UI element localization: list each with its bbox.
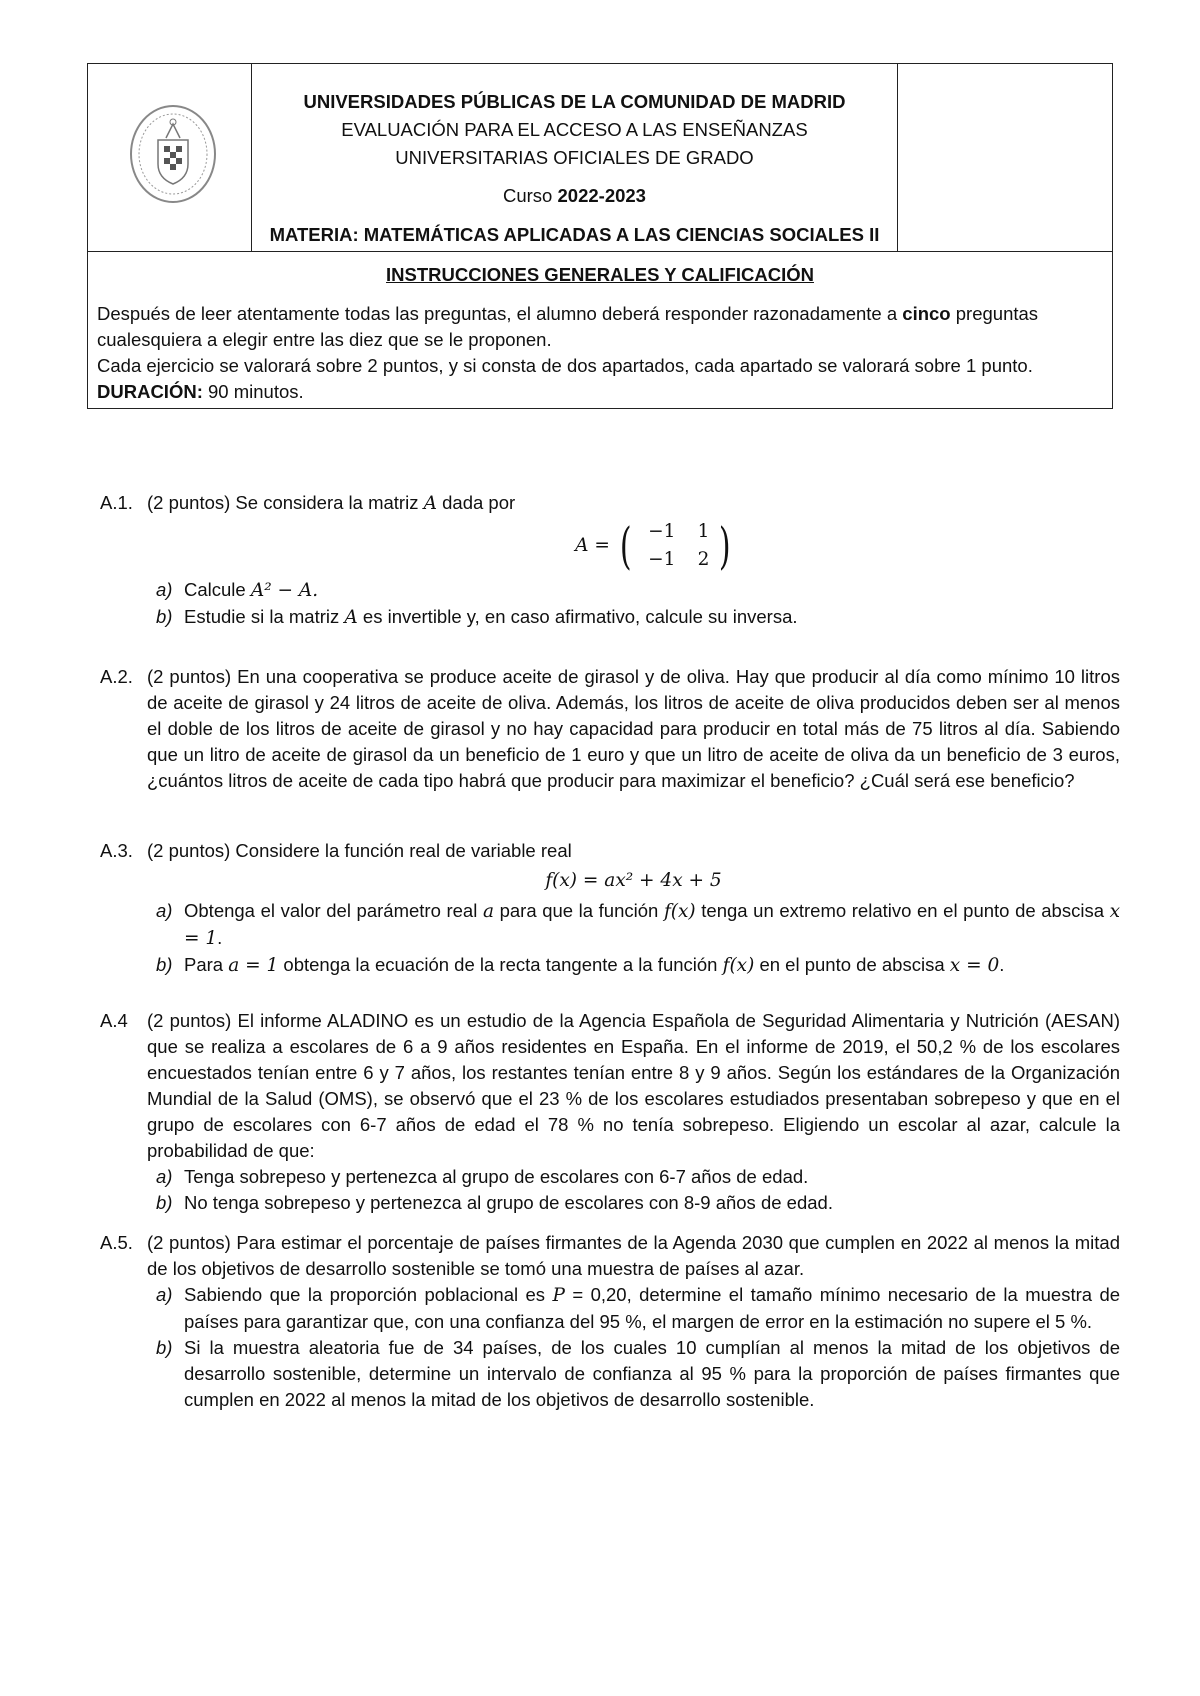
subquestion-text: para que la función — [499, 900, 659, 921]
subquestion-label: a) — [156, 1166, 173, 1187]
matrix-cell: −1 — [648, 549, 676, 570]
subquestion-text: tenga un extremo relativo en el punto de abscisa — [701, 900, 1104, 921]
course-line — [252, 185, 897, 207]
math-expr: x = 1 — [184, 901, 1121, 949]
subquestion-label: b) — [156, 606, 173, 627]
question-number: A.3. — [100, 840, 133, 861]
university-seal-icon — [128, 102, 218, 207]
instructions-title: INSTRUCCIONES GENERALES Y CALIFICACIÓN — [386, 264, 814, 285]
subquestion-text: = 0,20, determine el tamaño mínimo necesario de la muestra de países para garantizar que, con una confianza del 95 %, el margen de error en la estimación no supere el 5 %. — [184, 1284, 1121, 1332]
blank-cell — [897, 64, 1112, 251]
header-table — [87, 63, 1113, 409]
subquestion-text: Obtenga el valor del parámetro real — [184, 900, 478, 921]
math-var: A — [344, 607, 358, 628]
subquestion-text: obtenga la ecuación de la recta tangente a la función — [283, 954, 718, 975]
question-text: (2 puntos) Considere la función real de variable real — [147, 840, 572, 861]
subquestion-a — [147, 898, 1120, 952]
course-label: Curso — [503, 185, 553, 206]
instructions-text: Después de leer atentamente todas las preguntas, el alumno deberá responder razonadamente a — [97, 303, 898, 324]
math-expr: a = 1 — [228, 955, 279, 976]
question-a2 — [100, 664, 1120, 794]
math-expr: A² − A. — [250, 580, 319, 601]
subquestion-text: Calcule — [184, 579, 246, 600]
subquestion-text: No tenga sobrepeso y pertenezca al grupo de escolares con 8-9 años de edad. — [184, 1192, 833, 1213]
question-number: A.5. — [100, 1232, 133, 1253]
subquestion-text: Si la muestra aleatoria fue de 34 países, de los cuales 10 cumplían al menos la mitad de los objetivos de desarrollo sostenible, determine un intervalo de confianza al 95 % para la proporción de países firmantes que cumplen en 2022 al menos la mitad de los objetivos de desarrollo sostenible. — [184, 1337, 1120, 1410]
logo-cell — [88, 64, 252, 251]
subject-line: MATERIA: MATEMÁTICAS APLICADAS A LAS CIENCIAS SOCIALES II — [269, 224, 880, 245]
subquestion-b — [147, 952, 1120, 979]
question-number: A.2. — [100, 666, 133, 687]
header-line-1: UNIVERSIDADES PÚBLICAS DE LA COMUNIDAD DE MADRID — [303, 91, 846, 112]
subquestion-text: . — [217, 927, 223, 948]
function-formula: f(x) = ax² + 4x + 5 — [545, 870, 722, 891]
math-expr: f(x) — [722, 955, 755, 976]
subquestion-a — [147, 1282, 1120, 1335]
question-number: A.4 — [100, 1010, 128, 1031]
subquestion-label: a) — [156, 579, 173, 600]
instructions-paragraph-2: Cada ejercicio se valorará sobre 2 puntos, y si consta de dos apartados, cada apartado se valorará sobre 1 punto. — [97, 355, 1033, 376]
header-line-3: UNIVERSITARIAS OFICIALES DE GRADO — [395, 147, 754, 168]
question-text: (2 puntos) Para estimar el porcentaje de países firmantes de la Agenda 2030 que cumplen en 2022 al menos la mitad de los objetivos de desarrollo sostenible se tomó una muestra de países al azar. — [147, 1232, 1120, 1279]
subquestion-b — [147, 604, 1120, 631]
subquestion-label: b) — [156, 954, 173, 975]
subquestion-text: Para — [184, 954, 224, 975]
subquestion-b — [147, 1190, 1120, 1216]
matrix-cell: 2 — [697, 549, 710, 570]
question-a5 — [100, 1230, 1120, 1413]
math-var: a — [482, 901, 494, 922]
question-a1 — [100, 490, 1120, 631]
subquestion-a — [147, 1164, 1120, 1190]
question-text: (2 puntos) En una cooperativa se produce aceite de girasol y de oliva. Hay que producir al día como mínimo 10 litros de aceite de girasol y 24 litros de aceite de oliva. Además, los litros de aceite de oliva producidos deben ser al menos el doble de los litros de aceite de girasol y no hay capacidad para producir en total más de 75 litros al día. Sabiendo que un litro de aceite de girasol da un beneficio de 1 euro y que un litro de aceite de oliva da un beneficio de 3 euros, ¿cuántos litros de aceite de cada tipo habrá que producir para maximizar el beneficio? ¿Cuál será ese beneficio? — [147, 666, 1120, 791]
matrix-cell: −1 — [648, 521, 676, 542]
subquestion-b — [147, 1335, 1120, 1413]
instructions-bold: cinco — [902, 303, 951, 324]
question-text: (2 puntos) El informe ALADINO es un estudio de la Agencia Española de Seguridad Alimentaria y Nutrición (AESAN) que se realiza a escolares de 6 a 9 años residentes en España. En el informe de 2019, el 50,2 % de los escolares encuestados tenían entre 6 y 7 años, los restantes tenían entre 8 y 9 años. Según los estándares de la Organización Mundial de la Salud (OMS), se observó que el 23 % de los escolares estudiados presentaban sobrepeso y que en el grupo de escolares con 6-7 años de edad el 78 % no tenía sobrepeso. Eligiendo un escolar al azar, calcule la probabilidad de que: — [147, 1010, 1120, 1161]
question-a4 — [100, 1008, 1120, 1216]
duration-label: DURACIÓN: — [97, 381, 203, 402]
duration-line — [97, 379, 1104, 405]
header-title-cell — [252, 64, 897, 251]
subquestion-label: a) — [156, 1284, 173, 1305]
matrix-lhs: A = — [575, 535, 610, 556]
duration-value: 90 minutos. — [208, 381, 304, 402]
question-intro-end: dada por — [442, 492, 516, 513]
subquestion-label: a) — [156, 900, 173, 921]
subquestion-text: en el punto de abscisa — [759, 954, 945, 975]
header-line-2: EVALUACIÓN PARA EL ACCESO A LAS ENSEÑANZAS — [341, 119, 808, 140]
matrix-grid — [641, 519, 709, 573]
header-top-row — [88, 64, 1112, 252]
matrix — [575, 519, 735, 573]
subquestion-label: b) — [156, 1337, 173, 1358]
subquestion-label: b) — [156, 1192, 173, 1213]
matrix-cell: 1 — [697, 521, 710, 542]
subquestion-text: Sabiendo que la proporción poblacional es — [184, 1284, 546, 1305]
left-paren-icon: ( — [619, 517, 632, 575]
subquestion-text: Tenga sobrepeso y pertenezca al grupo de escolares con 6-7 años de edad. — [184, 1166, 809, 1187]
math-expr: f(x) — [663, 901, 696, 922]
question-a3 — [100, 838, 1120, 979]
right-paren-icon: ) — [719, 517, 731, 575]
question-number: A.1. — [100, 492, 133, 513]
math-expr: x = 0 — [949, 955, 1000, 976]
instructions-text: preguntas cualesquiera a elegir entre las diez que se le proponen. — [97, 303, 1039, 350]
question-intro: (2 puntos) Se considera la matriz — [147, 492, 419, 513]
math-var: A — [423, 493, 437, 514]
subquestion-text: Estudie si la matriz — [184, 606, 340, 627]
instructions-paragraph-1 — [97, 301, 1104, 353]
instructions-body — [97, 301, 1104, 405]
subquestion-a — [147, 577, 1120, 604]
matrix-display — [190, 519, 1120, 573]
question-text — [147, 490, 1120, 517]
subquestion-text: es invertible y, en caso afirmativo, calcule su inversa. — [362, 606, 798, 627]
math-var: P — [552, 1285, 565, 1306]
course-value: 2022-2023 — [557, 185, 646, 206]
subquestion-text: . — [999, 954, 1005, 975]
